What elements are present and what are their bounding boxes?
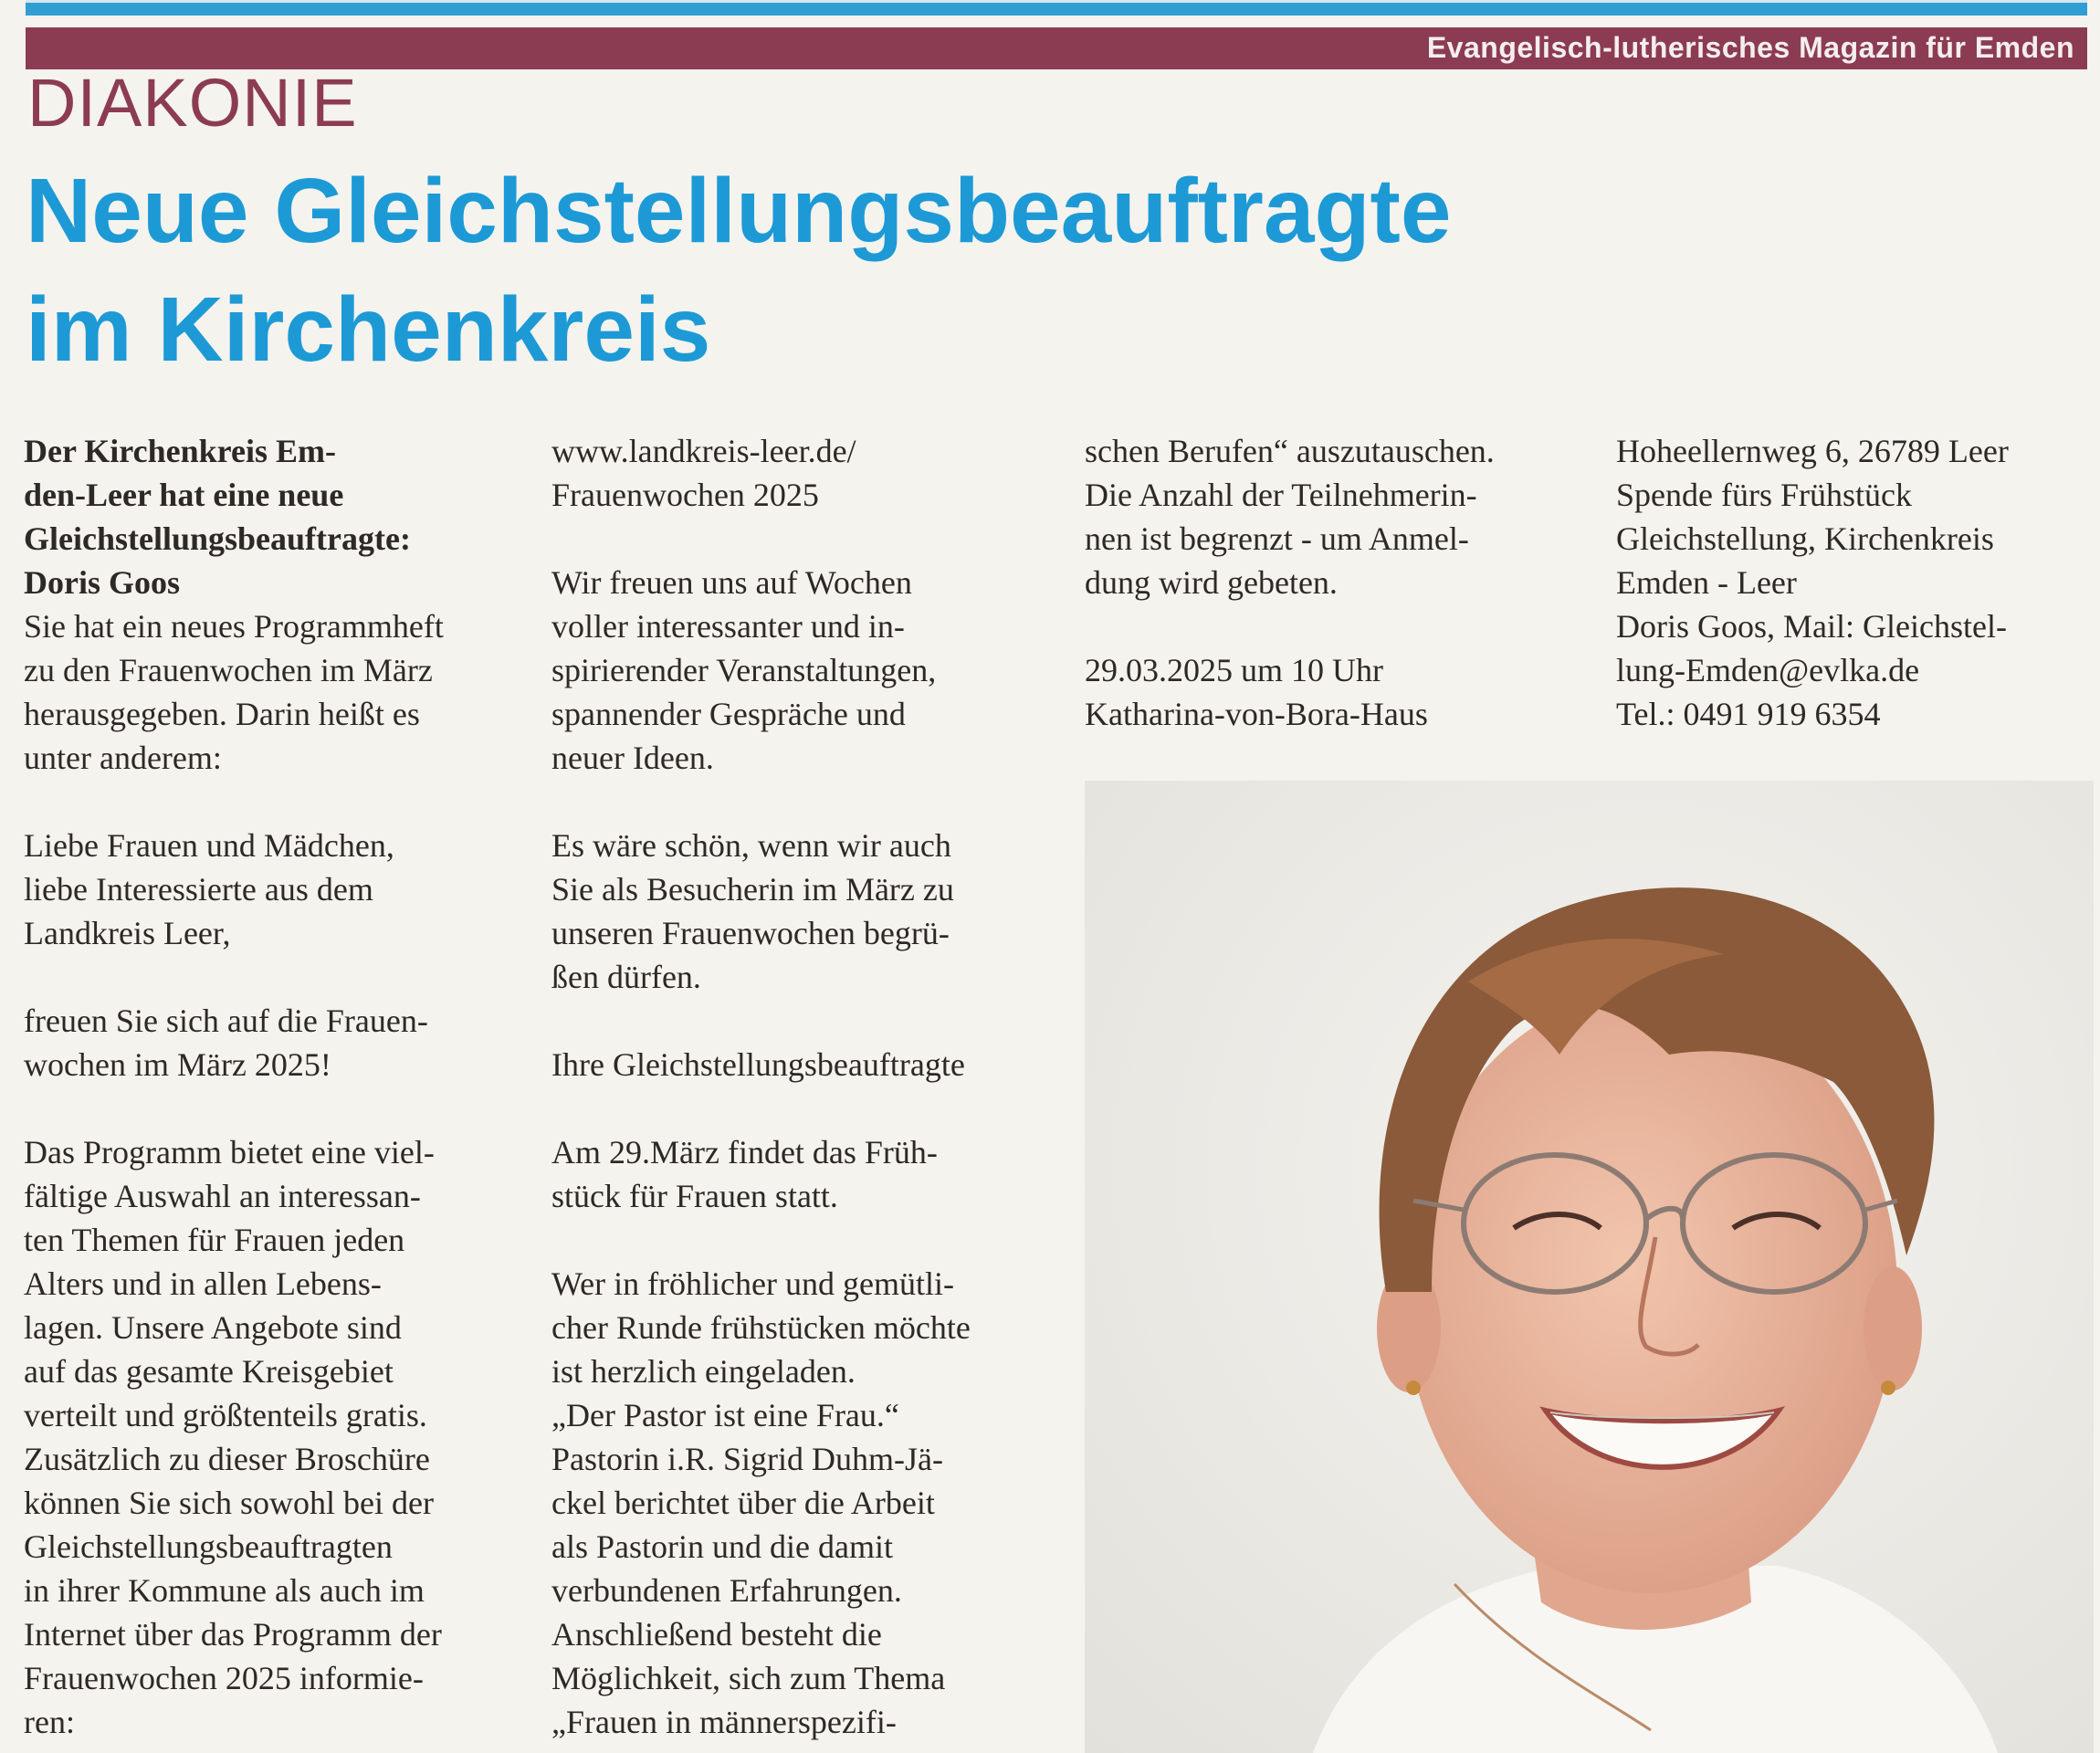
paragraph: Wir freuen uns auf Wochen voller interessanter und in- spirierender Veranstaltungen, spannender Gespräche und neuer Ideen. bbox=[551, 564, 937, 776]
paragraph: schen Berufen“ auszutauschen. Die Anzahl der Teilnehmerin- nen ist begrenzt - um Anmel- dung wird gebeten. bbox=[1085, 433, 1495, 601]
paragraph: Wer in fröhlicher und gemütli- cher Runde frühstücken möchte ist herzlich eingeladen. „Der Pastor ist eine Frau.“ Pastorin i.R. Sigrid Duhm-Jä- ckel berichtet über die Arbeit als Pastorin und die damit verbundenen Erfahrungen. Anschließend besteht die Möglichkeit, sich zum Thema „Frauen in männerspezifi- bbox=[551, 1265, 971, 1740]
portrait-photo bbox=[1085, 781, 2094, 1753]
paragraph: Sie hat ein neues Programmheft zu den Frauenwochen im März herausgegeben. Darin heißt es unter anderem: bbox=[24, 608, 444, 776]
article-headline bbox=[26, 152, 2080, 389]
paragraph: Das Programm bietet eine viel- fältige Auswahl an interessan- ten Themen für Frauen jeden Alters und in allen Lebens- lagen. Unsere Angebote sind auf das gesamte Kreisgebiet verteilt und größtenteils gratis. Zusätzlich zu dieser Broschüre können Sie sich sowohl bei der Gleichstellungsbeauftragten in ihrer Kommune als auch im Internet über das Programm der Frauenwochen 2025 informie- ren: bbox=[24, 1134, 442, 1740]
text-column-3 bbox=[1085, 429, 1559, 736]
website-reference: www.landkreis-leer.de/ Frauenwochen 2025 bbox=[551, 433, 856, 513]
paragraph: Es wäre schön, wenn wir auch Sie als Besucherin im März zu unseren Frauenwochen begrü- ßen dürfen. bbox=[551, 827, 954, 995]
paragraph: freuen Sie sich auf die Frauen- wochen im März 2025! bbox=[24, 1002, 428, 1083]
text-column-1 bbox=[24, 429, 535, 1744]
contact-details: Hoheellernweg 6, 26789 Leer Spende fürs Frühstück Gleichstellung, Kirchenkreis Emden - Leer Doris Goos, Mail: Gleichstel- lung-Emden@evlka.de Tel.: 0491 919 6354 bbox=[1616, 433, 2009, 732]
magazine-name: Evangelisch-lutherisches Magazin für Emden bbox=[1426, 31, 2074, 64]
signature-line: Ihre Gleichstellungsbeauftragte bbox=[551, 1046, 965, 1083]
text-column-4 bbox=[1616, 429, 2091, 736]
portrait-illustration bbox=[1085, 781, 2094, 1753]
headline-line-2: im Kirchenkreis bbox=[26, 278, 711, 381]
section-label: DIAKONIE bbox=[27, 65, 358, 141]
text-column-2 bbox=[551, 429, 1063, 1744]
top-accent-rule bbox=[26, 0, 2087, 16]
headline-line-1: Neue Gleichstellungsbeauftragte bbox=[26, 160, 1452, 262]
paragraph: Liebe Frauen und Mädchen, liebe Interessierte aus dem Landkreis Leer, bbox=[24, 827, 394, 951]
event-details: 29.03.2025 um 10 Uhr Katharina-von-Bora-Haus bbox=[1085, 652, 1428, 732]
article-lead: Der Kirchenkreis Em- den-Leer hat eine neue Gleichstellungsbeauftragte: Doris Goos bbox=[24, 433, 411, 601]
paragraph: Am 29.März findet das Früh- stück für Frauen statt. bbox=[551, 1134, 938, 1214]
